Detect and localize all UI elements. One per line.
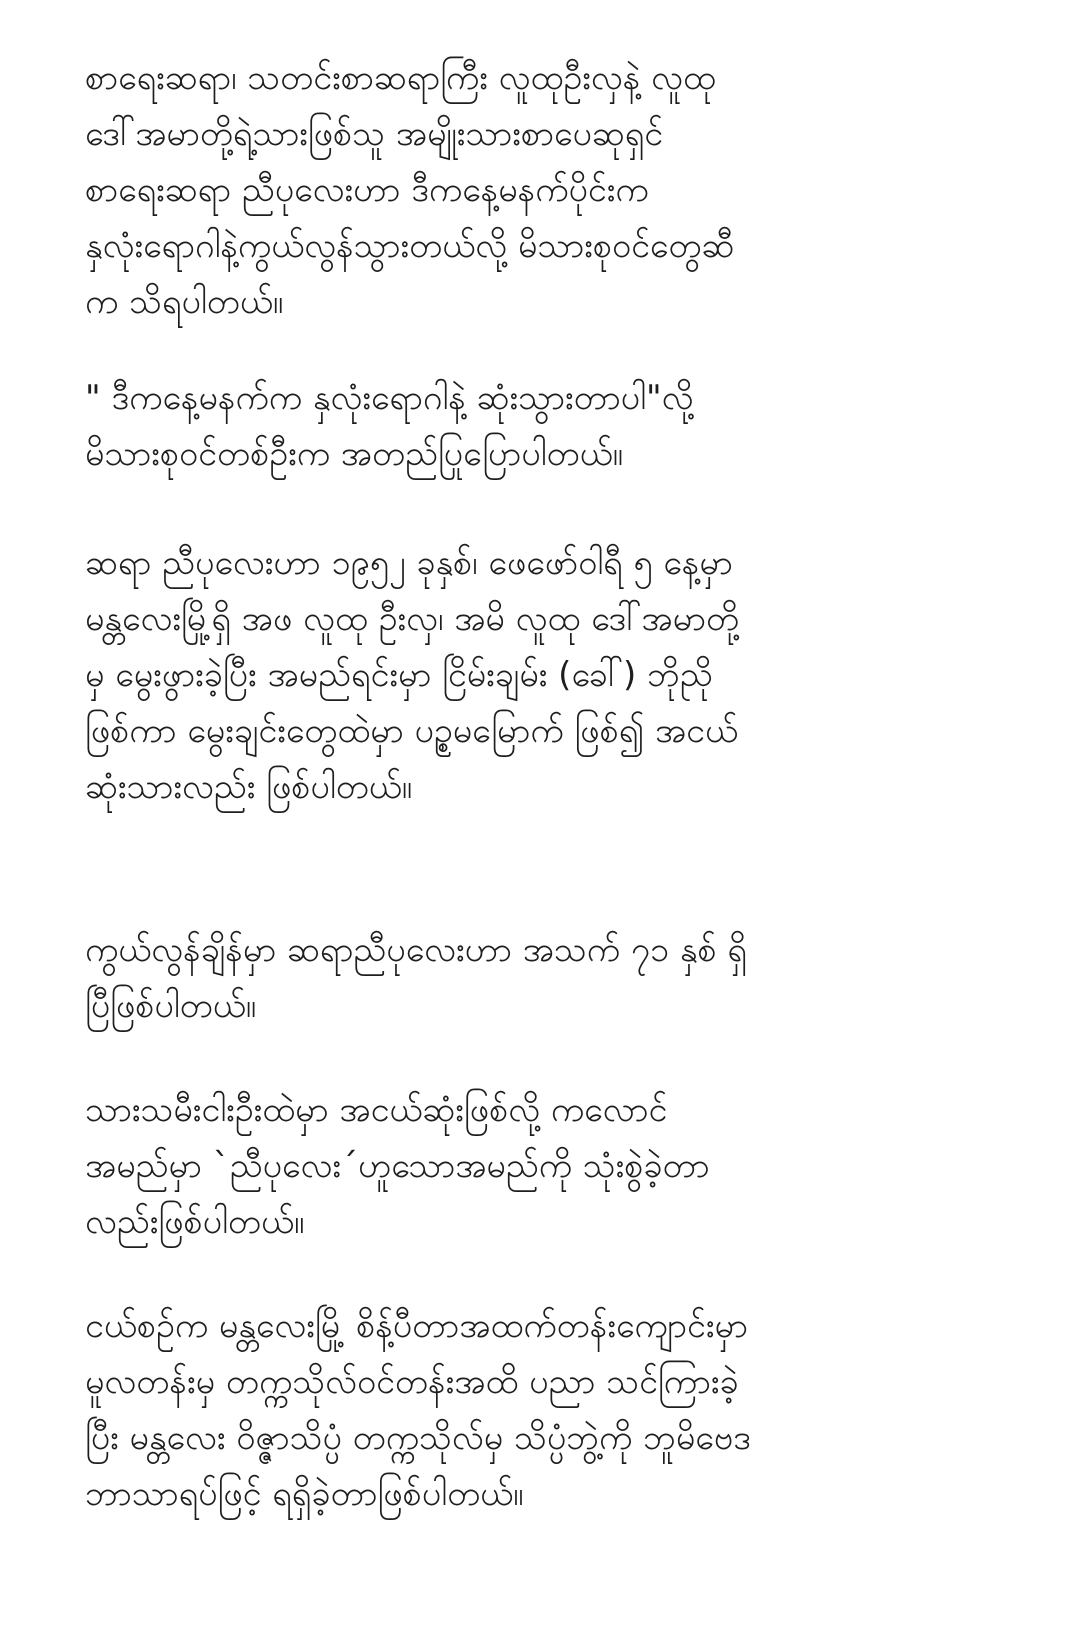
paragraph-line: မန္တလေးမြို့ရှိ အဖ လူထု ဦးလှ၊ အမိ လူထု ဒေါ်အမာတို့	[85, 599, 740, 639]
paragraph-line: နှလုံးရောဂါနဲ့ကွယ်လွန်သွားတယ်လို့ မိသားစုဝင်တွေဆီ	[85, 226, 735, 266]
paragraph-line: ဘာသာရပ်ဖြင့် ရရှိခဲ့တာဖြစ်ပါတယ်။	[85, 1474, 524, 1514]
paragraph-line: ဒေါ်အမာတို့ရဲ့သားဖြစ်သူ အမျိုးသားစာပေဆုရှင်	[85, 114, 664, 154]
paragraph-line: ကွယ်လွန်ချိန်မှာ ဆရာညီပုလေးဟာ အသက် ၇၁ နှစ် ရှိ	[85, 930, 747, 970]
paragraph-line: စာရေးဆရာ၊ သတင်းစာဆရာကြီး လူထုဦးလှနဲ့ လူထု	[85, 58, 716, 98]
paragraph-line: သားသမီးငါးဦးထဲမှာ အငယ်ဆုံးဖြစ်လို့ ကလောင်	[85, 1090, 668, 1130]
paragraph-line: ငယ်စဉ်က မန္တလေးမြို့ စိန့်ပီတာအထက်တန်းကျောင်းမှာ	[85, 1306, 748, 1346]
paragraph-2	[85, 370, 985, 482]
paragraph-1	[85, 50, 985, 330]
paragraph-line: " ဒီကနေ့မနက်က နှလုံးရောဂါနဲ့ ဆုံးသွားတာပါ"လို့	[85, 378, 694, 418]
paragraph-3	[85, 535, 985, 815]
paragraph-line: က သိရပါတယ်။	[85, 282, 284, 322]
paragraph-line: မှ မွေးဖွားခဲ့ပြီး အမည်ရင်းမှာ ငြိမ်းချမ်း (ခေါ်) ဘိုညို	[85, 655, 713, 695]
paragraph-line: လည်းဖြစ်ပါတယ်။	[85, 1202, 305, 1242]
paragraph-line: ဆုံးသားလည်း ဖြစ်ပါတယ်။	[85, 767, 413, 807]
paragraph-line: မူလတန်းမှ တက္ကသိုလ်ဝင်တန်းအထိ ပညာ သင်ကြားခဲ့	[85, 1362, 739, 1402]
paragraph-line: ပြီဖြစ်ပါတယ်။	[85, 986, 257, 1026]
paragraph-4	[85, 922, 985, 1034]
paragraph-5	[85, 1082, 985, 1250]
paragraph-line: မိသားစုဝင်တစ်ဦးက အတည်ပြုပြောပါတယ်။	[85, 434, 623, 474]
paragraph-line: ပြီး မန္တလေး ဝိဇ္ဇာသိပ္ပံ တက္ကသိုလ်မှ သိပ္ပံဘွဲ့ကို ဘူမိဗေဒ	[85, 1418, 751, 1458]
paragraph-line: ဆရာ ညီပုလေးဟာ ၁၉၅၂ ခုနှစ်၊ ဖေဖော်ဝါရီ ၅ နေ့မှာ	[85, 543, 733, 583]
paragraph-line: အမည်မှာ `ညီပုလေး´ဟူသောအမည်ကို သုံးစွဲခဲ့တာ	[85, 1146, 710, 1186]
paragraph-6	[85, 1298, 985, 1522]
paragraph-line: ဖြစ်ကာ မွေးချင်းတွေထဲမှာ ပဉ္စမမြောက် ဖြစ်၍ အငယ်	[85, 711, 739, 751]
paragraph-line: စာရေးဆရာ ညီပုလေးဟာ ဒီကနေ့မနက်ပိုင်းက	[85, 170, 649, 210]
